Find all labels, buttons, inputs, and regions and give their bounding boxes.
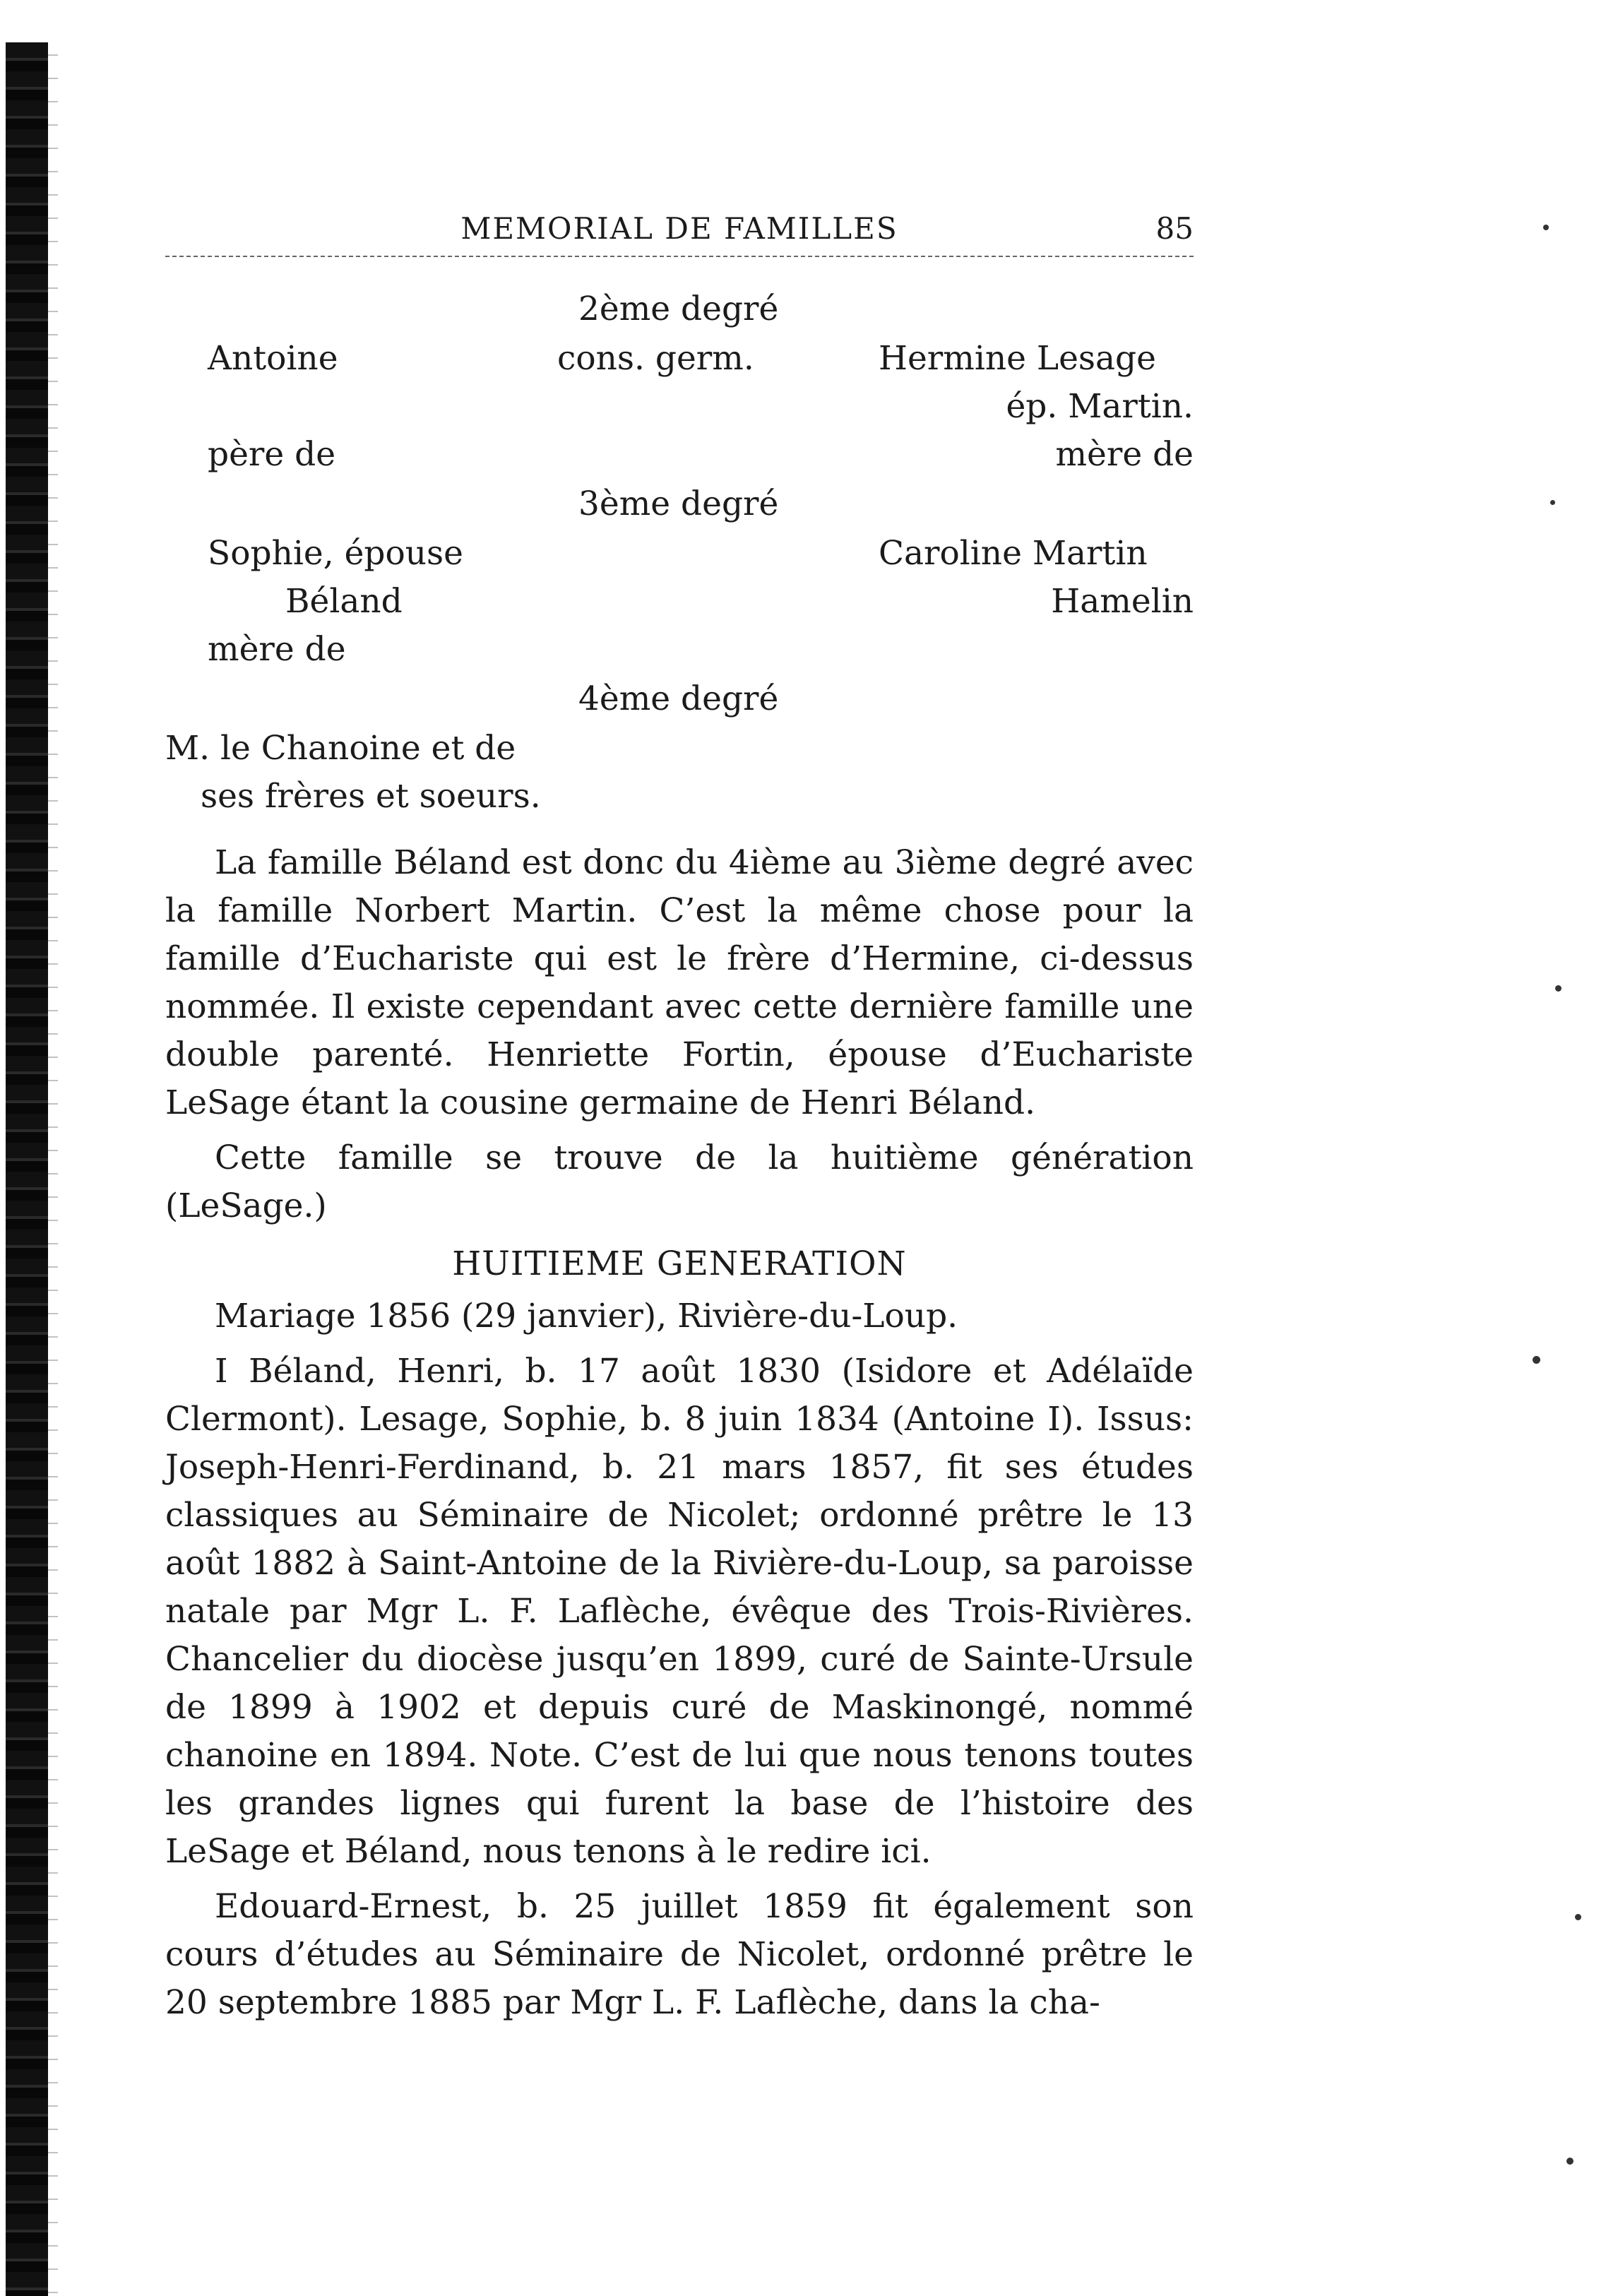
right-ep-martin: ép. Martin. (1006, 387, 1194, 426)
scan-speck (1543, 225, 1549, 230)
middle-3eme-degre: 3ème degré (578, 484, 779, 523)
left-chanoine: M. le Chanoine et de (165, 729, 516, 768)
section-heading: HUITIEME GENERATION (452, 1244, 907, 1283)
book-page (165, 205, 1194, 2034)
left-pere-de: père de (208, 435, 336, 474)
right-mere-de: mère de (1055, 435, 1194, 474)
left-freres-et-soeurs: ses frères et soeurs. (201, 777, 541, 816)
right-hermine-lesage: Hermine Lesage (879, 339, 1156, 378)
scan-speck (1566, 2158, 1574, 2165)
paragraph-mariage: Mariage 1856 (29 janvier), Rivière-du-Loup. (215, 1297, 958, 1336)
paragraph-generation: Cette famille se trouve de la huitième génération (LeSage.) (165, 1138, 1194, 1225)
middle-cons-germ: cons. germ. (557, 339, 754, 378)
scan-speck (1533, 1356, 1540, 1364)
paragraph-famille-beland: La famille Béland est donc du 4ième au 3ième degré avec la famille Norbert Martin. C’est la même chose pour la famille d’Eucharistе qui est le frère d’Hermine, ci-dessus nommée. Il existe cependant avec cette dernière famille une double parenté. Henriette Fortin, épouse d’Eucharistе LeSage étant la cousine germaine de Henri Béland. (165, 843, 1194, 1122)
middle-2eme-degre: 2ème degré (578, 290, 779, 328)
left-mere-de: mère de (208, 630, 346, 669)
book-binding-edge (6, 42, 48, 2296)
page-number: 85 (1155, 211, 1194, 246)
running-head (165, 205, 1194, 257)
paragraph-edouard-ernest: Edouard-Ernest, b. 25 juillet 1859 fit également son cours d’études au Séminaire de Nicolet, ordonné prêtre le 20 septembre 1885 par Mgr L. F. Laflèche, dans la cha- (165, 1887, 1194, 2022)
right-caroline-martin: Caroline Martin (879, 534, 1148, 573)
running-title: MEMORIAL DE FAMILLES (460, 211, 898, 246)
left-beland: Béland (285, 582, 403, 621)
middle-4eme-degre: 4ème degré (578, 679, 779, 718)
right-hamelin: Hamelin (1051, 582, 1194, 621)
degree-table (165, 285, 1194, 816)
left-sophie-epouse: Sophie, épouse (208, 534, 463, 573)
scan-speck (1550, 500, 1555, 505)
scan-speck (1555, 985, 1562, 992)
scan-speck (1575, 1914, 1581, 1920)
left-antoine: Antoine (208, 339, 338, 378)
paragraph-beland-henri: I Béland, Henri, b. 17 août 1830 (Isidore et Adélaïde Clermont). Lesage, Sophie, b. 8 juin 1834 (Antoine I). Issus: Joseph-Henri-Ferdinand, b. 21 mars 1857, fit ses études classiques au Séminaire de Nicolet; ordonné prêtre le 13 août 1882 à Saint-Antoine de la Rivière-du-Loup, sa paroisse natale par Mgr L. F. Laflèche, évêque des Trois-Rivières. Chancelier du diocèse jusqu’en 1899, curé de Sainte-Ursule de 1899 à 1902 et depuis curé de Maskinongé, nommé chanoine en 1894. Note. C’est de lui que nous tenons toutes les grandes lignes qui furent la base de l’histoire des LeSage et Béland, nous tenons à le redire ici. (165, 1352, 1194, 1871)
